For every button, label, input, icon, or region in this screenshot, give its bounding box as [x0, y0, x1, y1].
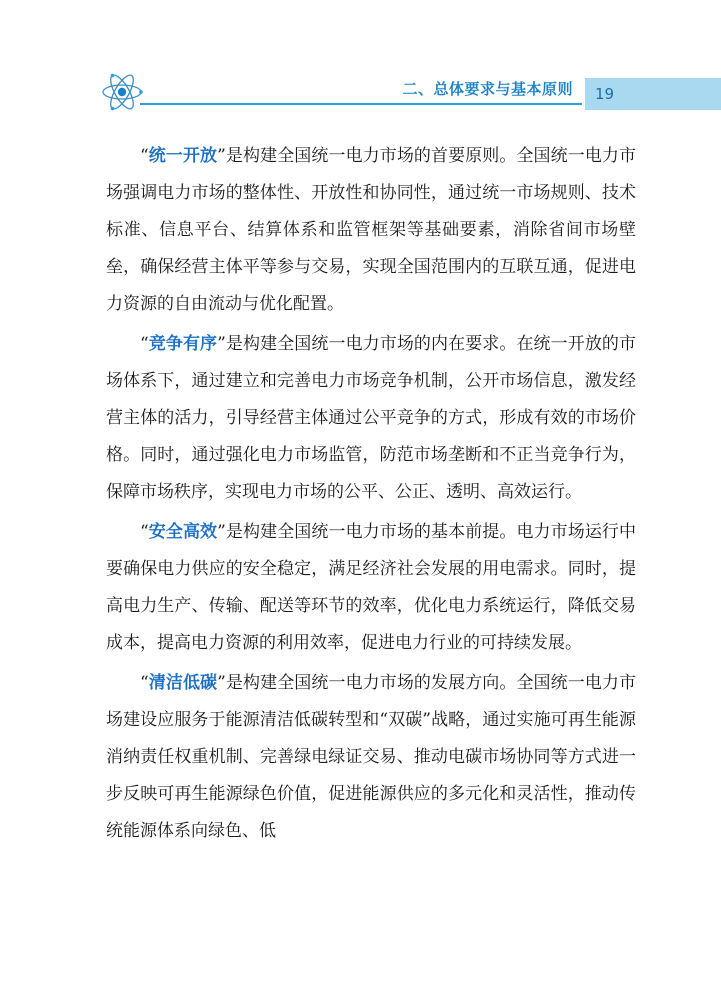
- header-rule: [140, 103, 582, 105]
- open-quote: “: [140, 673, 149, 693]
- open-quote: “: [140, 522, 149, 542]
- paragraph-safe-efficient: [106, 514, 636, 662]
- paragraph-clean-lowcarbon: [106, 665, 636, 850]
- body-text: [106, 138, 636, 853]
- page-number-tab: [585, 78, 721, 110]
- page-number: 19: [595, 85, 615, 103]
- open-quote: “: [140, 334, 149, 354]
- keyword-clean-lowcarbon: 清洁低碳: [148, 673, 218, 693]
- atom-icon: [100, 70, 144, 114]
- keyword-orderly-competition: 竞争有序: [148, 334, 218, 354]
- paragraph-unified-open: [106, 138, 636, 323]
- keyword-safe-efficient: 安全高效: [148, 522, 218, 542]
- close-quote: ”: [217, 146, 226, 166]
- paragraph-orderly-competition: [106, 326, 636, 511]
- close-quote: ”: [217, 334, 226, 354]
- paragraph-text: 是构建全国统一电力市场的首要原则。全国统一电力市场强调电力市场的整体性、开放性和协同性，通过统一市场规则、技术标准、信息平台、结算体系和监管框架等基础要素，消除省间市场壁垒，确保经营主体平等参与交易，实现全国范围内的互联互通，促进电力资源的自由流动与优化配置。: [106, 146, 637, 314]
- paragraph-text: 是构建全国统一电力市场的发展方向。全国统一电力市场建设应服务于能源清洁低碳转型和“双碳”战略，通过实施可再生能源消纳责任权重机制、完善绿电绿证交易、推动电碳市场协同等方式进一步反映可再生能源绿色价值，促进能源供应的多元化和灵活性，推动传统能源体系向绿色、低: [106, 673, 637, 841]
- paragraph-text: 是构建全国统一电力市场的基本前提。电力市场运行中要确保电力供应的安全稳定，满足经济社会发展的用电需求。同时，提高电力生产、传输、配送等环节的效率，优化电力系统运行，降低交易成本，提高电力资源的利用效率，促进电力行业的可持续发展。: [106, 522, 637, 653]
- close-quote: ”: [217, 522, 226, 542]
- page-header: [0, 68, 721, 114]
- open-quote: “: [140, 146, 149, 166]
- keyword-unified-open: 统一开放: [148, 146, 218, 166]
- close-quote: ”: [217, 673, 226, 693]
- section-title: 二、总体要求与基本原则: [402, 80, 573, 98]
- paragraph-text: 是构建全国统一电力市场的内在要求。在统一开放的市场体系下，通过建立和完善电力市场竞争机制，公开市场信息，激发经营主体的活力，引导经营主体通过公平竞争的方式，形成有效的市场价格。同时，通过强化电力市场监管，防范市场垄断和不正当竞争行为，保障市场秩序，实现电力市场的公平、公正、透明、高效运行。: [106, 334, 637, 502]
